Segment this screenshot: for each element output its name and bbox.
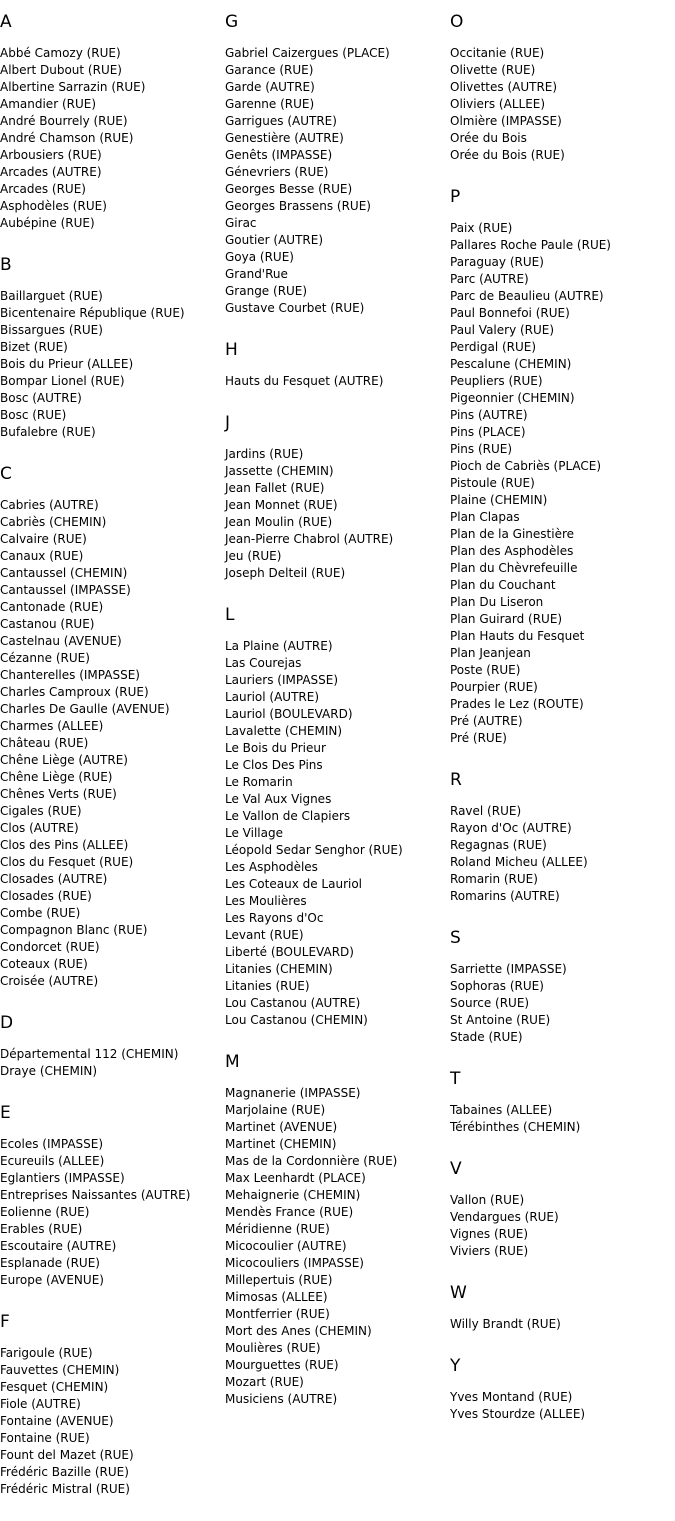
street-item: Lauriol (AUTRE) [225, 690, 320, 704]
street-item: Castanou (RUE) [0, 617, 95, 631]
street-item: Château (RUE) [0, 736, 89, 750]
street-item: Parc de Beaulieu (AUTRE) [450, 289, 604, 303]
street-item: Romarins (AUTRE) [450, 889, 560, 903]
letter-section-c [0, 464, 225, 990]
street-item: Plan Clapas [450, 510, 520, 524]
street-item: Bicentenaire République (RUE) [0, 306, 185, 320]
section-letter: S [450, 928, 461, 948]
street-item: Condorcet (RUE) [0, 940, 100, 954]
street-item: Pistoule (RUE) [450, 476, 535, 490]
street-item: Mort des Anes (CHEMIN) [225, 1324, 372, 1338]
street-list [450, 961, 675, 1046]
street-list [225, 373, 450, 390]
street-item: Fauvettes (CHEMIN) [0, 1363, 120, 1377]
street-list [450, 803, 675, 905]
street-item: Orée du Bois [450, 131, 527, 145]
street-item: Arbousiers (RUE) [0, 148, 102, 162]
street-item: Eolienne (RUE) [0, 1205, 90, 1219]
street-item: Liberté (BOULEVARD) [225, 945, 354, 959]
street-item: Ravel (RUE) [450, 804, 522, 818]
street-item: Musiciens (AUTRE) [225, 1392, 338, 1406]
street-item: Croisée (AUTRE) [0, 974, 99, 988]
street-item: Genestière (AUTRE) [225, 131, 344, 145]
street-item: Arcades (AUTRE) [0, 165, 102, 179]
street-item: Clos des Pins (ALLEE) [0, 838, 129, 852]
street-item: Pourpier (RUE) [450, 680, 538, 694]
street-item: André Chamson (RUE) [0, 131, 134, 145]
section-letter: O [450, 12, 464, 32]
street-item: Sophoras (RUE) [450, 979, 544, 993]
column-3 [450, 12, 675, 1446]
street-item: Chênes Verts (RUE) [0, 787, 117, 801]
street-item: Esplanade (RUE) [0, 1256, 100, 1270]
street-item: Gustave Courbet (RUE) [225, 301, 365, 315]
street-item: Gabriel Caizergues (PLACE) [225, 46, 390, 60]
street-item: Grand'Rue [225, 267, 288, 281]
street-item: Paraguay (RUE) [450, 255, 544, 269]
street-item: Martinet (CHEMIN) [225, 1137, 337, 1151]
street-item: Vignes (RUE) [450, 1227, 529, 1241]
street-item: Fiole (AUTRE) [0, 1397, 81, 1411]
street-item: Lou Castanou (CHEMIN) [225, 1013, 368, 1027]
street-item: Frédéric Mistral (RUE) [0, 1482, 130, 1496]
street-item: Pins (PLACE) [450, 425, 526, 439]
street-item: Plan de la Ginestière [450, 527, 575, 541]
street-item: Cantaussel (CHEMIN) [0, 566, 128, 580]
section-letter: F [0, 1312, 10, 1332]
street-item: Oliviers (ALLEE) [450, 97, 546, 111]
street-item: Le Vallon de Clapiers [225, 809, 351, 823]
street-list [450, 1192, 675, 1260]
street-item: Yves Montand (RUE) [450, 1390, 573, 1404]
letter-section-o [450, 12, 675, 164]
street-item: Coteaux (RUE) [0, 957, 88, 971]
street-item: Pré (RUE) [450, 731, 507, 745]
street-item: Orée du Bois (RUE) [450, 148, 565, 162]
letter-section-m [225, 1052, 450, 1408]
street-item: Cabries (AUTRE) [0, 498, 99, 512]
street-item: Canaux (RUE) [0, 549, 84, 563]
street-item: Baillarguet (RUE) [0, 289, 103, 303]
street-item: Jassette (CHEMIN) [225, 464, 334, 478]
street-item: Cantaussel (IMPASSE) [0, 583, 131, 597]
section-letter: P [450, 187, 461, 207]
street-item: Frédéric Bazille (RUE) [0, 1465, 129, 1479]
street-item: Grange (RUE) [225, 284, 308, 298]
street-item: Viviers (RUE) [450, 1244, 529, 1258]
street-item: Bois du Prieur (ALLEE) [0, 357, 134, 371]
street-item: Garrigues (AUTRE) [225, 114, 337, 128]
street-item: Vallon (RUE) [450, 1193, 525, 1207]
street-list [225, 1085, 450, 1408]
street-list [0, 45, 225, 232]
street-item: Lavalette (CHEMIN) [225, 724, 343, 738]
street-item: Plan du Couchant [450, 578, 556, 592]
letter-section-t [450, 1069, 675, 1136]
section-letter: J [225, 413, 231, 433]
street-item: Bissargues (RUE) [0, 323, 103, 337]
street-item: Georges Brassens (RUE) [225, 199, 371, 213]
street-item: Garance (RUE) [225, 63, 314, 77]
street-item: Clos (AUTRE) [0, 821, 79, 835]
street-item: Fount del Mazet (RUE) [0, 1448, 134, 1462]
column-1 [0, 12, 225, 1521]
street-item: Plan des Asphodèles [450, 544, 574, 558]
street-item: Mendès France (RUE) [225, 1205, 354, 1219]
street-item: Castelnau (AVENUE) [0, 634, 122, 648]
street-item: Occitanie (RUE) [450, 46, 545, 60]
section-letter: Y [450, 1356, 461, 1376]
street-item: Europe (AVENUE) [0, 1273, 104, 1287]
letter-section-d [0, 1013, 225, 1080]
street-item: Olmière (IMPASSE) [450, 114, 562, 128]
street-item: Martinet (AVENUE) [225, 1120, 338, 1134]
street-item: Micocoulier (AUTRE) [225, 1239, 347, 1253]
street-item: Olivette (RUE) [450, 63, 536, 77]
street-item: Fontaine (RUE) [0, 1431, 90, 1445]
street-item: Perdigal (RUE) [450, 340, 537, 354]
section-letter: V [450, 1159, 462, 1179]
street-item: Tabaines (ALLEE) [450, 1103, 553, 1117]
street-item: Bizet (RUE) [0, 340, 68, 354]
street-item: André Bourrely (RUE) [0, 114, 128, 128]
street-item: Mas de la Cordonnière (RUE) [225, 1154, 398, 1168]
street-list [0, 1046, 225, 1080]
street-item: Paul Valery (RUE) [450, 323, 555, 337]
street-item: Les Asphodèles [225, 860, 318, 874]
street-item: Le Clos Des Pins [225, 758, 323, 772]
street-item: Closades (AUTRE) [0, 872, 108, 886]
street-item: Cantonade (RUE) [0, 600, 104, 614]
section-letter: M [225, 1052, 240, 1072]
street-item: Lou Castanou (AUTRE) [225, 996, 361, 1010]
street-item: Pallares Roche Paule (RUE) [450, 238, 611, 252]
street-item: Aubépine (RUE) [0, 216, 95, 230]
street-item: Escoutaire (AUTRE) [0, 1239, 117, 1253]
street-item: Mourguettes (RUE) [225, 1358, 339, 1372]
street-item: Le Village [225, 826, 283, 840]
street-item: Mimosas (ALLEE) [225, 1290, 328, 1304]
street-item: Arcades (RUE) [0, 182, 86, 196]
street-item: Bosc (RUE) [0, 408, 67, 422]
street-item: Plan Du Liseron [450, 595, 544, 609]
section-letter: D [0, 1013, 14, 1033]
column-2 [225, 12, 450, 1431]
street-item: Léopold Sedar Senghor (RUE) [225, 843, 403, 857]
street-item: Parc (AUTRE) [450, 272, 529, 286]
street-item: Farigoule (RUE) [0, 1346, 93, 1360]
street-item: Combe (RUE) [0, 906, 81, 920]
street-item: Closades (RUE) [0, 889, 92, 903]
street-list [450, 220, 675, 747]
letter-section-s [450, 928, 675, 1046]
street-item: Goutier (AUTRE) [225, 233, 324, 247]
street-item: Draye (CHEMIN) [0, 1064, 98, 1078]
street-item: Max Leenhardt (PLACE) [225, 1171, 366, 1185]
street-list [450, 1316, 675, 1333]
street-item: Fesquet (CHEMIN) [0, 1380, 109, 1394]
street-item: Chêne Liège (RUE) [0, 770, 113, 784]
street-item: St Antoine (RUE) [450, 1013, 551, 1027]
street-item: Girac [225, 216, 257, 230]
street-item: Willy Brandt (RUE) [450, 1317, 561, 1331]
street-item: Ecureuils (ALLEE) [0, 1154, 105, 1168]
street-item: Jean Monnet (RUE) [225, 498, 338, 512]
street-item: Chanterelles (IMPASSE) [0, 668, 140, 682]
street-list [225, 638, 450, 1029]
street-list [225, 446, 450, 582]
street-item: Plan du Chèvrefeuille [450, 561, 578, 575]
street-item: Le Val Aux Vignes [225, 792, 332, 806]
street-item: Source (RUE) [450, 996, 530, 1010]
street-item: Marjolaine (RUE) [225, 1103, 326, 1117]
street-item: Jardins (RUE) [225, 447, 304, 461]
street-list [0, 1345, 225, 1498]
street-item: Fontaine (AVENUE) [0, 1414, 114, 1428]
street-item: Jean-Pierre Chabrol (AUTRE) [225, 532, 394, 546]
street-item: Georges Besse (RUE) [225, 182, 353, 196]
street-item: Mozart (RUE) [225, 1375, 304, 1389]
street-item: Pigeonnier (CHEMIN) [450, 391, 575, 405]
letter-section-w [450, 1283, 675, 1333]
street-list [450, 45, 675, 164]
street-list [225, 45, 450, 317]
street-item: Prades le Lez (ROUTE) [450, 697, 584, 711]
letter-section-e [0, 1103, 225, 1289]
street-list [0, 1136, 225, 1289]
street-item: Regagnas (RUE) [450, 838, 547, 852]
letter-section-p [450, 187, 675, 747]
section-letter: A [0, 12, 12, 32]
street-item: Génevriers (RUE) [225, 165, 329, 179]
letter-section-l [225, 605, 450, 1029]
street-item: Mehaignerie (CHEMIN) [225, 1188, 361, 1202]
section-letter: C [0, 464, 12, 484]
street-item: Pioch de Cabriès (PLACE) [450, 459, 602, 473]
section-letter: B [0, 255, 12, 275]
section-letter: R [450, 770, 462, 790]
letter-section-a [0, 12, 225, 232]
street-item: Charles Camproux (RUE) [0, 685, 149, 699]
street-item: Las Courejas [225, 656, 302, 670]
letter-section-v [450, 1159, 675, 1260]
street-item: Méridienne (RUE) [225, 1222, 330, 1236]
street-item: Pins (RUE) [450, 442, 513, 456]
street-item: La Plaine (AUTRE) [225, 639, 333, 653]
street-item: Poste (RUE) [450, 663, 521, 677]
street-item: Eglantiers (IMPASSE) [0, 1171, 125, 1185]
street-item: Jean Moulin (RUE) [225, 515, 333, 529]
street-item: Joseph Delteil (RUE) [225, 566, 346, 580]
street-list [450, 1389, 675, 1423]
letter-section-y [450, 1356, 675, 1423]
street-item: Bufalebre (RUE) [0, 425, 96, 439]
street-item: Sarriette (IMPASSE) [450, 962, 567, 976]
street-item: Départemental 112 (CHEMIN) [0, 1047, 179, 1061]
street-item: Le Romarin [225, 775, 293, 789]
street-item: Lauriers (IMPASSE) [225, 673, 339, 687]
street-item: Pré (AUTRE) [450, 714, 523, 728]
letter-section-f [0, 1312, 225, 1498]
street-item: Paul Bonnefoi (RUE) [450, 306, 570, 320]
street-item: Vendargues (RUE) [450, 1210, 559, 1224]
section-letter: L [225, 605, 235, 625]
street-item: Le Bois du Prieur [225, 741, 326, 755]
street-item: Olivettes (AUTRE) [450, 80, 558, 94]
street-item: Magnanerie (IMPASSE) [225, 1086, 361, 1100]
street-item: Les Coteaux de Lauriol [225, 877, 363, 891]
street-item: Charles De Gaulle (AVENUE) [0, 702, 170, 716]
street-item: Plan Guirard (RUE) [450, 612, 563, 626]
street-item: Calvaire (RUE) [0, 532, 87, 546]
street-item: Abbé Camozy (RUE) [0, 46, 121, 60]
street-item: Yves Stourdze (ALLEE) [450, 1407, 586, 1421]
street-item: Plan Jeanjean [450, 646, 531, 660]
street-item: Bosc (AUTRE) [0, 391, 82, 405]
street-list [0, 288, 225, 441]
street-item: Hauts du Fesquet (AUTRE) [225, 374, 384, 388]
street-item: Stade (RUE) [450, 1030, 523, 1044]
street-item: Les Moulières [225, 894, 307, 908]
street-item: Garenne (RUE) [225, 97, 315, 111]
street-item: Plaine (CHEMIN) [450, 493, 548, 507]
street-item: Levant (RUE) [225, 928, 304, 942]
street-item: Montferrier (RUE) [225, 1307, 330, 1321]
street-item: Jean Fallet (RUE) [225, 481, 325, 495]
street-item: Compagnon Blanc (RUE) [0, 923, 148, 937]
street-item: Les Rayons d'Oc [225, 911, 324, 925]
letter-section-g [225, 12, 450, 317]
street-item: Charmes (ALLEE) [0, 719, 104, 733]
street-item: Albertine Sarrazin (RUE) [0, 80, 146, 94]
street-item: Amandier (RUE) [0, 97, 97, 111]
street-item: Pescalune (CHEMIN) [450, 357, 572, 371]
street-item: Entreprises Naissantes (AUTRE) [0, 1188, 191, 1202]
section-letter: H [225, 340, 238, 360]
street-item: Jeu (RUE) [225, 549, 282, 563]
street-item: Térébinthes (CHEMIN) [450, 1120, 581, 1134]
street-item: Micocouliers (IMPASSE) [225, 1256, 364, 1270]
street-item: Bompar Lionel (RUE) [0, 374, 125, 388]
street-item: Cigales (RUE) [0, 804, 82, 818]
letter-section-b [0, 255, 225, 441]
section-letter: W [450, 1283, 467, 1303]
street-item: Erables (RUE) [0, 1222, 83, 1236]
letter-section-j [225, 413, 450, 582]
section-letter: E [0, 1103, 11, 1123]
street-item: Ecoles (IMPASSE) [0, 1137, 104, 1151]
street-item: Moulières (RUE) [225, 1341, 321, 1355]
street-item: Chêne Liège (AUTRE) [0, 753, 128, 767]
street-item: Litanies (CHEMIN) [225, 962, 333, 976]
street-item: Millepertuis (RUE) [225, 1273, 333, 1287]
section-letter: G [225, 12, 239, 32]
letter-section-r [450, 770, 675, 905]
street-item: Garde (AUTRE) [225, 80, 315, 94]
street-item: Goya (RUE) [225, 250, 294, 264]
street-item: Rayon d'Oc (AUTRE) [450, 821, 572, 835]
street-item: Albert Dubout (RUE) [0, 63, 122, 77]
street-item: Peupliers (RUE) [450, 374, 543, 388]
street-item: Asphodèles (RUE) [0, 199, 107, 213]
street-item: Roland Micheu (ALLEE) [450, 855, 588, 869]
section-letter: T [450, 1069, 461, 1089]
street-item: Plan Hauts du Fesquet [450, 629, 585, 643]
letter-section-h [225, 340, 450, 390]
street-item: Pins (AUTRE) [450, 408, 528, 422]
street-item: Romarin (RUE) [450, 872, 538, 886]
street-list [0, 497, 225, 990]
street-item: Lauriol (BOULEVARD) [225, 707, 353, 721]
street-item: Cézanne (RUE) [0, 651, 90, 665]
street-item: Litanies (RUE) [225, 979, 310, 993]
street-item: Genêts (IMPASSE) [225, 148, 333, 162]
street-item: Paix (RUE) [450, 221, 513, 235]
street-item: Clos du Fesquet (RUE) [0, 855, 134, 869]
street-list [450, 1102, 675, 1136]
street-item: Cabriès (CHEMIN) [0, 515, 107, 529]
